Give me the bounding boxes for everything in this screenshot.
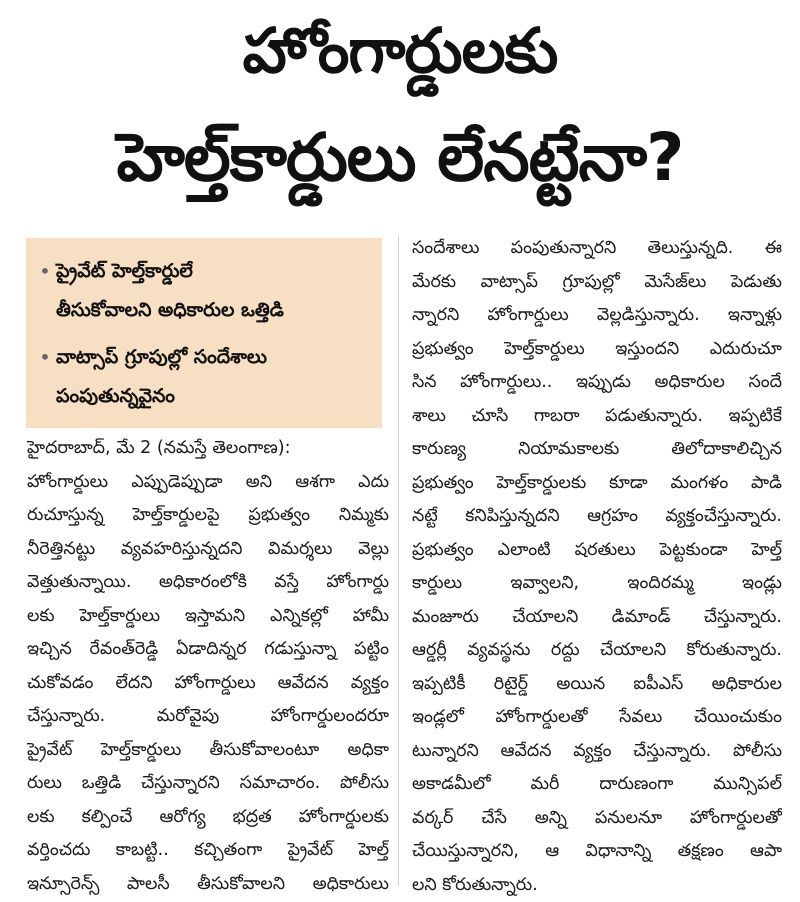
- article-line: ప్రభుత్వం హెల్త్‌కార్డులు ఇస్తుందని ఎదురుచూ: [412, 333, 782, 367]
- article-line: ప్రభుత్వం హెల్త్‌కార్డులకు కూడా మంగళం పాడి: [412, 467, 782, 501]
- article-line: కార్డులు ఇవ్వాలని, ఇందిరమ్మ ఇండ్లు: [412, 567, 782, 601]
- article-line: వర్కర్ చేసే అన్ని పనులనూ హోంగార్డులతో: [412, 802, 782, 836]
- article-line: హోంగార్డులు ఎప్పుడెప్పుడా అని ఆశగా ఎదు: [27, 466, 389, 500]
- article-line: సందేశాలు పంపుతున్నారని తెలుస్తున్నది. ఈ: [412, 232, 782, 266]
- highlight-text: ప్రైవేట్ హెల్త్‌కార్డులే: [56, 260, 193, 282]
- article-line: ఇండ్లలో హోంగార్డులతో సేవలు చేయించుకుం: [412, 701, 782, 735]
- article-line: ఇచ్చిన రేవంత్‌రెడ్డి ఏడాదిన్నర గడుస్తున్నా పట్టిం: [27, 633, 389, 667]
- article-line: ప్రైవేట్ హెల్త్‌కార్డులు తీసుకోవాలంటూ అధికా: [27, 734, 389, 768]
- highlights-box: [26, 238, 382, 428]
- article-line: ఇన్సూరెన్స్ పాలసీ తీసుకోవాలని అధికారులు: [27, 868, 389, 902]
- article-column-left: [27, 432, 389, 901]
- article-line: మేరకు వాట్సాప్ గ్రూపుల్లో మెసేజ్‌లు పెడుతు: [412, 266, 782, 300]
- headline-line-1: హోంగార్డులకు: [0, 6, 800, 96]
- highlight-item: [34, 338, 374, 415]
- article-line: నీరెత్తినట్టు వ్యవహరిస్తున్నదని విమర్శలు వెల్లు: [27, 533, 389, 567]
- article-line: కారుణ్య నియామకాలకు తిలోదాకాలిచ్చిన: [412, 433, 782, 467]
- article-line: చుకోవడం లేదని హోంగార్డులు ఆవేదన వ్యక్తం: [27, 667, 389, 701]
- headline-line-2: హెల్త్‌కార్డులు లేనట్టేనా?: [0, 108, 800, 208]
- highlight-item: [34, 252, 374, 329]
- article-line: న్నారని హోంగార్డులు వెల్లడిస్తున్నారు. ఇన్నాళ్లు: [412, 299, 782, 333]
- article-line: హైదరాబాద్, మే 2 (నమస్తే తెలంగాణ):: [27, 432, 389, 466]
- article-line: ఆర్డర్లీ వ్యవస్థను రద్దు చేయాలని కోరుతున్నారు.: [412, 634, 782, 668]
- highlight-text: వాట్సాప్ గ్రూపుల్లో సందేశాలు: [56, 346, 267, 368]
- article-line: అకాడమీలో మరీ దారుణంగా మున్సిపల్: [412, 768, 782, 802]
- article-line: నట్టే కనిపిస్తున్నదని ఆగ్రహం వ్యక్తంచేస్తున్నారు.: [412, 500, 782, 534]
- article-column-right: [412, 232, 782, 902]
- bullet-icon: •: [34, 339, 56, 377]
- article-line: లకు హెల్త్‌కార్డులు ఇస్తామని ఎన్నికల్లో హామీ: [27, 600, 389, 634]
- article-line: శాలు చూసి గాబరా పడుతున్నారు. ఇప్పటికే: [412, 400, 782, 434]
- bullet-icon: •: [34, 253, 56, 291]
- article-line: మంజూరు చేయాలని డిమాండ్ చేస్తున్నారు.: [412, 601, 782, 635]
- article-line: టున్నారని ఆవేదన వ్యక్తం చేస్తున్నారు. పోలీసు: [412, 735, 782, 769]
- column-divider: [398, 236, 399, 886]
- article-line: వర్తించదు కాబట్టి.. కచ్చితంగా ప్రైవేట్ హెల్త్: [27, 834, 389, 868]
- article-line: చేస్తున్నారు. మరోవైపు హోంగార్డులందరూ: [27, 700, 389, 734]
- highlight-text: తీసుకోవాలని అధికారుల ఒత్తిడి: [34, 291, 374, 329]
- article-line: ఇప్పటికీ రిటైర్డ్ అయిన ఐపీఎస్ అధికారుల: [412, 668, 782, 702]
- article-line: ప్రభుత్వం ఎలాంటి షరతులు పెట్టకుండా హెల్త్: [412, 534, 782, 568]
- article-line: సిన హోంగార్డులు.. ఇప్పుడు అధికారుల సందే: [412, 366, 782, 400]
- article-line: రులు ఒత్తిడి చేస్తున్నారని సమాచారం. పోలీసు: [27, 767, 389, 801]
- article-line: చేయిస్తున్నారని, ఆ విధానాన్ని తక్షణం ఆపా: [412, 835, 782, 869]
- highlight-text: పంపుతున్నవైనం: [34, 377, 374, 415]
- article-line: లని కోరుతున్నారు.: [412, 869, 782, 902]
- article-line: వెత్తుతున్నాయి. అధికారంలోకి వస్తే హోంగార్డు: [27, 566, 389, 600]
- article-line: రుచూస్తున్న హెల్త్‌కార్డులపై ప్రభుత్వం నిమ్మకు: [27, 499, 389, 533]
- article-line: లకు కల్పించే ఆరోగ్య భద్రత హోంగార్డులకు: [27, 801, 389, 835]
